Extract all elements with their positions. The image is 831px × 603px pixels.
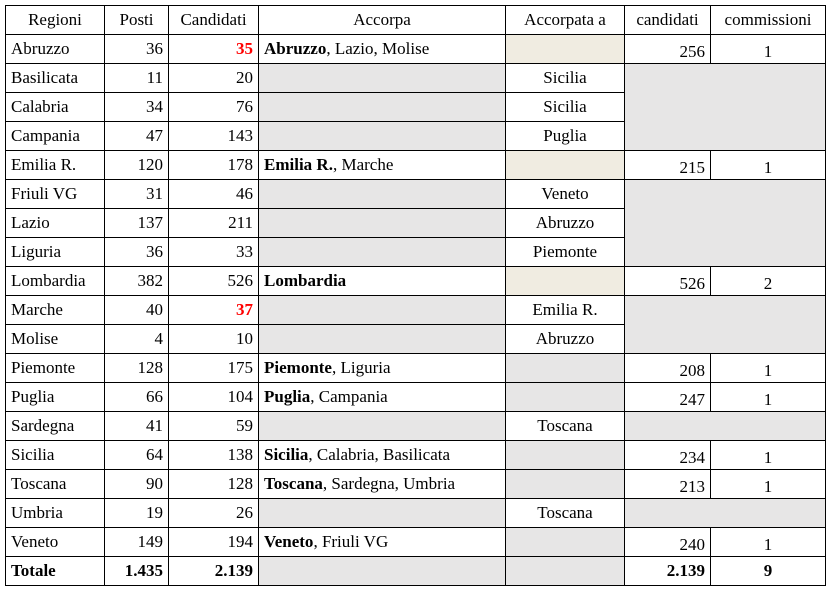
accorpa-other-regions: , Friuli VG: [313, 532, 389, 551]
accorpa-main-region: Toscana: [264, 474, 323, 493]
accorpata-cell: [506, 441, 625, 470]
region-cell: Sardegna: [6, 412, 105, 441]
posti-cell: 4: [105, 325, 169, 354]
header-posti: Posti: [105, 6, 169, 35]
total-commissioni: 9: [711, 557, 826, 586]
candidati-cell: 211: [169, 209, 259, 238]
region-cell: Toscana: [6, 470, 105, 499]
accorpata-cell: Emilia R.: [506, 296, 625, 325]
candidati-cell: 178: [169, 151, 259, 180]
header-candidati: Candidati: [169, 6, 259, 35]
accorpa-cell: [259, 325, 506, 354]
posti-cell: 40: [105, 296, 169, 325]
total-candidati-cell: 208: [625, 354, 711, 383]
table-row: [6, 441, 826, 470]
accorpa-other-regions: , Calabria, Basilicata: [308, 445, 451, 464]
header-commissioni: commissioni: [711, 6, 826, 35]
table-row: [6, 383, 826, 412]
posti-cell: 137: [105, 209, 169, 238]
total-label: Totale: [6, 557, 105, 586]
candidati-cell: 33: [169, 238, 259, 267]
candidati-cell: 46: [169, 180, 259, 209]
accorpata-cell: [506, 35, 625, 64]
table-row: [6, 354, 826, 383]
region-cell: Liguria: [6, 238, 105, 267]
accorpa-other-regions: , Lazio, Molise: [326, 39, 430, 58]
accorpa-cell: [259, 383, 506, 412]
posti-cell: 120: [105, 151, 169, 180]
commissioni-cell: 1: [711, 383, 826, 412]
candidati-cell: 526: [169, 267, 259, 296]
regions-table: [5, 5, 826, 586]
accorpa-cell: [259, 35, 506, 64]
accorpa-cell: [259, 412, 506, 441]
total-candidati-cell: 213: [625, 470, 711, 499]
candidati-cell: 128: [169, 470, 259, 499]
posti-cell: 66: [105, 383, 169, 412]
region-cell: Veneto: [6, 528, 105, 557]
candidati-cell: 138: [169, 441, 259, 470]
accorpata-cell: [506, 151, 625, 180]
posti-cell: 128: [105, 354, 169, 383]
posti-cell: 11: [105, 64, 169, 93]
posti-cell: 36: [105, 35, 169, 64]
region-cell: Sicilia: [6, 441, 105, 470]
accorpata-cell: Toscana: [506, 412, 625, 441]
region-cell: Piemonte: [6, 354, 105, 383]
header-regioni: Regioni: [6, 6, 105, 35]
candidati-cell: 35: [169, 35, 259, 64]
accorpa-main-region: Lombardia: [264, 271, 347, 290]
commissioni-cell: 2: [711, 267, 826, 296]
posti-cell: 64: [105, 441, 169, 470]
region-cell: Puglia: [6, 383, 105, 412]
candidati-cell: 37: [169, 296, 259, 325]
accorpata-cell: Piemonte: [506, 238, 625, 267]
accorpa-cell: [259, 122, 506, 151]
candidati-cell: 143: [169, 122, 259, 151]
accorpata-cell: Sicilia: [506, 93, 625, 122]
total-candidati-cell: 234: [625, 441, 711, 470]
header-accorpa: Accorpa: [259, 6, 506, 35]
total-candidati-totali: 2.139: [625, 557, 711, 586]
region-cell: Lazio: [6, 209, 105, 238]
region-cell: Friuli VG: [6, 180, 105, 209]
candidati-cell: 194: [169, 528, 259, 557]
candidati-cell: 104: [169, 383, 259, 412]
accorpa-cell: [259, 441, 506, 470]
accorpa-cell: [259, 470, 506, 499]
posti-cell: 90: [105, 470, 169, 499]
total-candidati-cell: 240: [625, 528, 711, 557]
commissioni-cell: 1: [711, 441, 826, 470]
accorpa-cell: [259, 238, 506, 267]
accorpa-other-regions: , Campania: [310, 387, 388, 406]
total-candidati-cell: 526: [625, 267, 711, 296]
table-row: [6, 412, 826, 441]
table-row: [6, 499, 826, 528]
candidati-cell: 59: [169, 412, 259, 441]
accorpa-other-regions: , Marche: [332, 155, 394, 174]
accorpa-cell: [259, 296, 506, 325]
accorpa-cell: [259, 64, 506, 93]
accorpa-main-region: Piemonte: [264, 358, 332, 377]
candidati-cell: 175: [169, 354, 259, 383]
accorpa-main-region: Sicilia: [264, 445, 309, 464]
accorpa-cell: [259, 267, 506, 296]
total-candidati: 2.139: [169, 557, 259, 586]
table-row: [6, 296, 826, 325]
accorpata-cell: [506, 354, 625, 383]
accorpa-cell: [259, 93, 506, 122]
accorpa-cell: [259, 499, 506, 528]
accorpata-cell: Abruzzo: [506, 325, 625, 354]
table-row: [6, 470, 826, 499]
accorpata-cell: [506, 528, 625, 557]
commissioni-cell: 1: [711, 470, 826, 499]
posti-cell: 41: [105, 412, 169, 441]
region-cell: Campania: [6, 122, 105, 151]
table-row: [6, 64, 826, 93]
total-accorpa-cell: [259, 557, 506, 586]
accorpa-cell: [259, 180, 506, 209]
total-candidati-cell: 256: [625, 35, 711, 64]
accorpa-other-regions: , Sardegna, Umbria: [322, 474, 456, 493]
table-row: [6, 528, 826, 557]
header-row: [6, 6, 826, 35]
region-cell: Umbria: [6, 499, 105, 528]
candidati-cell: 10: [169, 325, 259, 354]
total-candidati-cell: 215: [625, 151, 711, 180]
table-row: [6, 35, 826, 64]
posti-cell: 382: [105, 267, 169, 296]
total-candidati-cell: 247: [625, 383, 711, 412]
candidati-cell: 20: [169, 64, 259, 93]
posti-cell: 19: [105, 499, 169, 528]
region-cell: Basilicata: [6, 64, 105, 93]
accorpata-cell: Sicilia: [506, 64, 625, 93]
accorpa-main-region: Abruzzo: [264, 39, 327, 58]
commissioni-cell: 1: [711, 354, 826, 383]
accorpata-cell: Abruzzo: [506, 209, 625, 238]
total-row: [6, 557, 826, 586]
accorpata-cell: Puglia: [506, 122, 625, 151]
accorpata-cell: Toscana: [506, 499, 625, 528]
region-cell: Molise: [6, 325, 105, 354]
total-posti: 1.435: [105, 557, 169, 586]
table-row: [6, 180, 826, 209]
commissioni-cell: 1: [711, 35, 826, 64]
accorpata-cell: [506, 470, 625, 499]
accorpa-main-region: Emilia R.: [264, 155, 333, 174]
accorpa-cell: [259, 354, 506, 383]
header-candidati-totali: candidati: [625, 6, 711, 35]
posti-cell: 34: [105, 93, 169, 122]
accorpa-other-regions: , Liguria: [331, 358, 391, 377]
accorpa-cell: [259, 528, 506, 557]
merged-empty-cell: [625, 64, 826, 151]
posti-cell: 31: [105, 180, 169, 209]
merged-empty-cell: [625, 180, 826, 267]
region-cell: Abruzzo: [6, 35, 105, 64]
commissioni-cell: 1: [711, 528, 826, 557]
accorpata-cell: [506, 383, 625, 412]
total-accorpata-cell: [506, 557, 625, 586]
posti-cell: 47: [105, 122, 169, 151]
region-cell: Emilia R.: [6, 151, 105, 180]
candidati-cell: 76: [169, 93, 259, 122]
accorpata-cell: Veneto: [506, 180, 625, 209]
accorpa-main-region: Puglia: [264, 387, 311, 406]
region-cell: Marche: [6, 296, 105, 325]
merged-empty-cell: [625, 412, 826, 441]
posti-cell: 149: [105, 528, 169, 557]
candidati-cell: 26: [169, 499, 259, 528]
posti-cell: 36: [105, 238, 169, 267]
region-cell: Calabria: [6, 93, 105, 122]
merged-empty-cell: [625, 499, 826, 528]
merged-empty-cell: [625, 296, 826, 354]
header-accorpata-a: Accorpata a: [506, 6, 625, 35]
region-cell: Lombardia: [6, 267, 105, 296]
accorpa-cell: [259, 209, 506, 238]
accorpata-cell: [506, 267, 625, 296]
commissioni-cell: 1: [711, 151, 826, 180]
accorpa-cell: [259, 151, 506, 180]
table-row: [6, 267, 826, 296]
accorpa-main-region: Veneto: [264, 532, 314, 551]
table-row: [6, 151, 826, 180]
